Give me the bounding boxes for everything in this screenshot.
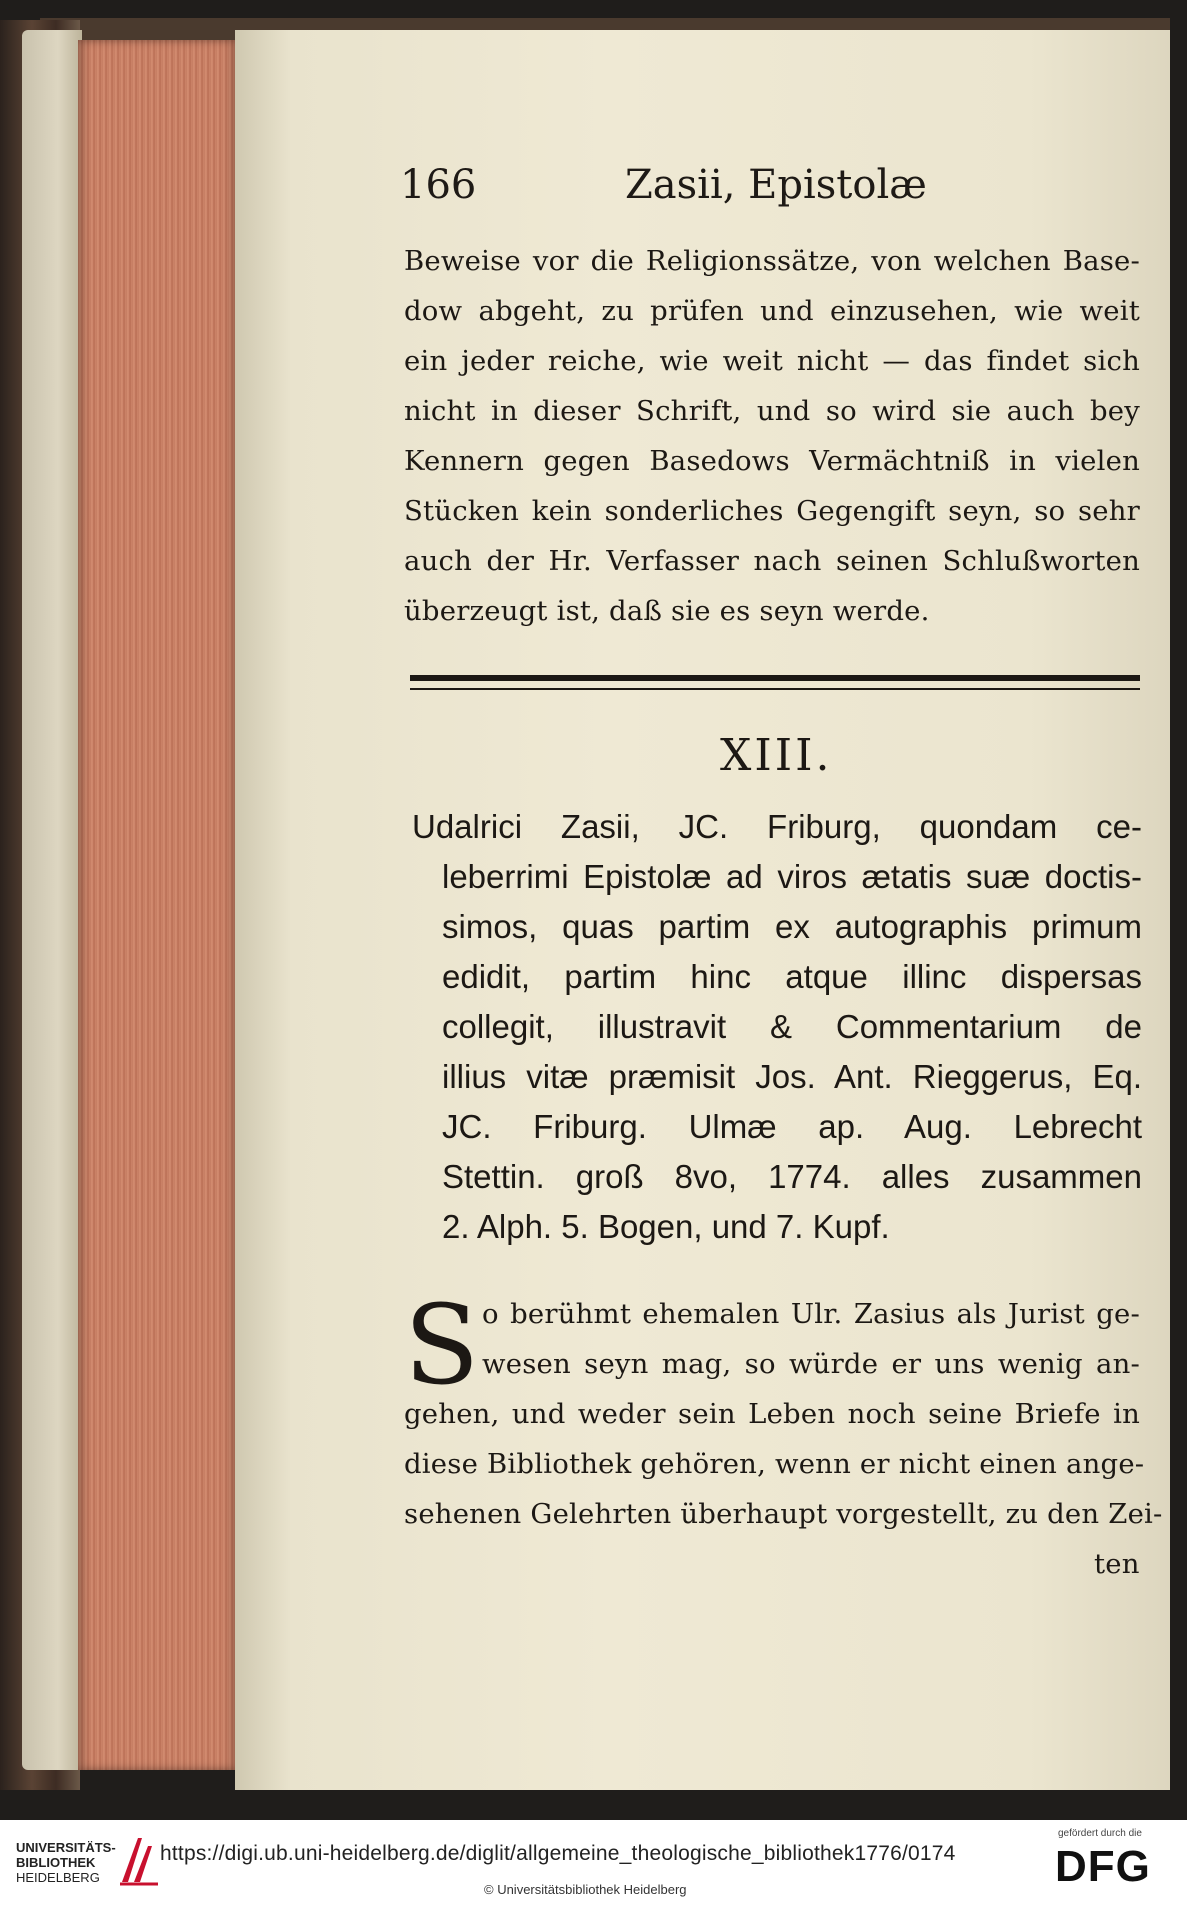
text-line: sehenen Gelehrten überhaupt vorgestellt, zu den Zei- [404,1498,1163,1530]
title-line: edidit, partim hinc atque illinc dispersas [442,958,1142,995]
title-line: collegit, illustravit & Commentarium de [442,1008,1142,1045]
running-title: Zasii, Epistolæ [625,162,927,208]
text-line: ein jeder reiche, wie weit nicht — das findet sich [404,345,1140,377]
institution-line: UNIVERSITÄTS- [16,1840,116,1855]
title-line: simos, quas partim ex autographis primum [442,908,1142,945]
institution-line: HEIDELBERG [16,1870,100,1885]
text-line: Beweise vor die Religionssätze, von welchen Base- [404,245,1140,277]
divider-thick [410,675,1140,681]
divider-thin [410,688,1140,690]
text-line: diese Bibliothek gehören, wenn er nicht einen ange- [404,1448,1145,1480]
dfg-logo: DFG [1055,1842,1151,1891]
title-line: JC. Friburg. Ulmæ ap. Aug. Lebrecht [442,1108,1142,1145]
title-line: 2. Alph. 5. Bogen, und 7. Kupf. [442,1208,890,1245]
institution-line: BIBLIOTHEK [16,1855,96,1870]
text-line: nicht in dieser Schrift, und so wird sie auch bey [404,395,1140,427]
title-line: Stettin. groß 8vo, 1774. alles zusammen [442,1158,1142,1195]
page-number: 166 [400,162,477,208]
copyright-notice: © Universitätsbibliothek Heidelberg [484,1882,687,1897]
text-line: dow abgeht, zu prüfen und einzusehen, wie weit [404,295,1140,327]
drop-cap: S [404,1281,480,1409]
page-header [400,162,1140,222]
title-line: Udalrici Zasii, JC. Friburg, quondam ce- [412,808,1142,845]
endpaper [22,30,82,1770]
title-line: illius vitæ præmisit Jos. Ant. Rieggerus, Eq. [442,1058,1142,1095]
footer-bar [0,1820,1187,1906]
text-line: auch der Hr. Verfasser nach seinen Schlußworten [404,545,1140,577]
page-edges [78,40,238,1770]
text-line: o berühmt ehemalen Ulr. Zasius als Jurist ge- [482,1298,1140,1330]
library-logo-icon [118,1832,162,1888]
sponsor-label: gefördert durch die [1058,1828,1142,1839]
text-line: Stücken kein sonderliches Gegengift seyn, so sehr [404,495,1140,527]
text-line: gehen, und weder sein Leben noch seine Briefe in [404,1398,1140,1430]
document-url-link[interactable]: https://digi.ub.uni-heidelberg.de/diglit/allgemeine_theologische_bibliothek1776/0174 [160,1842,956,1865]
text-line: überzeugt ist, daß sie es seyn werde. [404,595,930,627]
text-line: Kennern gegen Basedows Vermächtniß in vielen [404,445,1140,477]
title-line: leberrimi Epistolæ ad viros ætatis suæ doctis- [442,858,1142,895]
text-line: wesen seyn mag, so würde er uns wenig an- [482,1348,1140,1380]
section-number: XIII. [720,730,833,781]
institution-name [16,1840,116,1885]
catchword: ten [1094,1548,1140,1580]
